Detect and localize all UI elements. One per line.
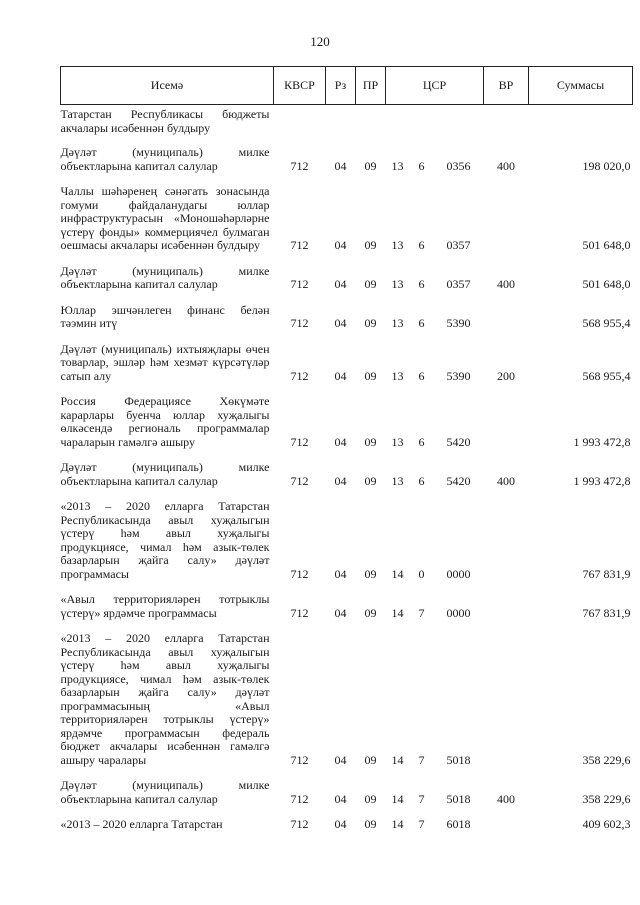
row-vr (484, 298, 529, 337)
row-pr: 09 (364, 566, 377, 581)
row-pr: 09 (364, 238, 377, 252)
row-sum: 409 602,3 (582, 817, 631, 831)
table-row (61, 773, 633, 812)
row-csr-code: 5390 (446, 316, 471, 330)
header-name: Исемә (61, 67, 274, 105)
row-csr-subprogram: 6 (418, 434, 425, 449)
row-kvsr: 712 (290, 791, 309, 806)
row-csr-subprogram: 0 (418, 566, 425, 581)
row-pr: 09 (364, 752, 377, 767)
row-name: Дәүләт (муниципаль) милке объектларына капитал салулар (60, 460, 270, 488)
row-csr-program: 14 (391, 605, 404, 620)
row-csr-code: 6018 (446, 817, 471, 831)
page-number: 120 (310, 34, 330, 49)
row-pr: 09 (364, 277, 377, 291)
row-vr (484, 105, 529, 141)
row-csr-program: 14 (391, 566, 404, 581)
row-sum: 767 831,9 (582, 605, 631, 620)
row-sum: 568 955,4 (582, 368, 631, 383)
row-vr: 400 (497, 158, 516, 173)
row-vr: 400 (497, 277, 516, 291)
row-csr-code (434, 105, 484, 141)
row-vr (484, 179, 529, 259)
header-pr: ПР (356, 67, 386, 105)
table-row (61, 179, 633, 259)
budget-table (60, 66, 633, 838)
row-csr-subprogram: 6 (418, 238, 425, 252)
table-row (61, 337, 633, 390)
row-rz: 04 (334, 566, 347, 581)
row-kvsr: 712 (290, 605, 309, 620)
header-csr: ЦСР (386, 67, 484, 105)
row-sum: 1 993 472,8 (573, 434, 631, 449)
row-kvsr: 712 (290, 752, 309, 767)
row-csr-program (386, 105, 410, 141)
row-rz: 04 (334, 238, 347, 252)
row-pr: 09 (364, 434, 377, 449)
row-kvsr: 712 (290, 277, 309, 291)
row-pr: 09 (364, 316, 377, 330)
header-kvsr: КВСР (274, 67, 326, 105)
row-csr-subprogram (410, 105, 434, 141)
row-kvsr: 712 (290, 817, 309, 831)
row-name: Татарстан Республикасы бюджеты акчалары исәбеннән булдыру (60, 107, 270, 135)
table-header-row (61, 67, 633, 105)
row-sum: 198 020,0 (582, 158, 631, 173)
row-csr-code: 0357 (446, 238, 471, 252)
row-vr (484, 494, 529, 587)
table-row (61, 389, 633, 455)
row-csr-code: 5018 (446, 752, 471, 767)
row-csr-subprogram: 7 (418, 752, 425, 767)
header-vr: ВР (484, 67, 529, 105)
row-rz: 04 (334, 605, 347, 620)
row-pr (356, 105, 386, 141)
row-csr-program: 13 (391, 434, 404, 449)
row-vr: 200 (497, 368, 516, 383)
row-name: Дәүләт (муниципаль) милке объектларына капитал салулар (60, 778, 270, 806)
row-pr: 09 (364, 791, 377, 806)
row-csr-program: 13 (391, 158, 404, 173)
row-kvsr: 712 (290, 473, 309, 488)
row-vr (484, 812, 529, 838)
table-row (61, 259, 633, 298)
row-sum (529, 105, 633, 141)
row-kvsr: 712 (290, 316, 309, 330)
row-rz: 04 (334, 752, 347, 767)
row-csr-program: 13 (391, 368, 404, 383)
row-rz: 04 (334, 158, 347, 173)
row-name: Дәүләт (муниципаль) милке объектларына капитал салулар (60, 145, 270, 173)
row-vr (484, 389, 529, 455)
row-csr-code: 5420 (446, 473, 471, 488)
header-sum: Суммасы (529, 67, 633, 105)
row-kvsr: 712 (290, 368, 309, 383)
row-csr-subprogram: 6 (418, 277, 425, 291)
row-name: «Авыл территорияләрен тотрыклы үстерү» ярдәмче программасы (60, 592, 270, 620)
row-sum: 358 229,6 (582, 752, 631, 767)
row-kvsr: 712 (290, 434, 309, 449)
row-csr-code: 0357 (446, 277, 471, 291)
row-name: Россия Федерациясе Хөкүмәте карарлары буенча юллар хуҗалыгы өлкәсендә региональ программалар чараларын гамәлгә ашыру (60, 394, 270, 449)
row-rz: 04 (334, 473, 347, 488)
row-sum: 358 229,6 (582, 791, 631, 806)
row-rz: 04 (334, 368, 347, 383)
table-row (61, 298, 633, 337)
row-csr-code: 0356 (446, 158, 471, 173)
row-rz: 04 (334, 434, 347, 449)
row-csr-subprogram: 7 (418, 605, 425, 620)
row-csr-subprogram: 6 (418, 368, 425, 383)
row-csr-code: 0000 (446, 605, 471, 620)
row-csr-program: 14 (391, 791, 404, 806)
row-csr-code: 5390 (446, 368, 471, 383)
row-csr-subprogram: 7 (418, 817, 425, 831)
row-sum: 501 648,0 (582, 277, 631, 291)
row-csr-program: 13 (391, 316, 404, 330)
table-row (61, 455, 633, 494)
row-rz: 04 (334, 316, 347, 330)
row-sum: 501 648,0 (582, 238, 631, 252)
row-csr-code: 5018 (446, 791, 471, 806)
table-row (61, 140, 633, 179)
row-rz: 04 (334, 817, 347, 831)
table-row (61, 587, 633, 626)
row-pr: 09 (364, 605, 377, 620)
row-sum: 767 831,9 (582, 566, 631, 581)
row-name: «2013 – 2020 елларга Татарстан Республикасында авыл хуҗалыгын үстерү һәм авыл хуҗалыгы продукциясе, чимал һәм азык-төлек базарларын җайга салу» дәүләт программасының «Авыл территорияләрен тотрыклы үстерү» ярдәмче программасын федераль бюджет акчалары исәбеннән гамәлгә ашыру чаралары (60, 631, 270, 767)
row-name: Чаллы шәһәренең сәнәгать зонасында гомуми файдаланудагы юллар инфраструктурасын «Моношәһәрләрне үстерү фонды» коммерциячел булмаган оешмасы акчалары исәбеннән булдыру (60, 184, 270, 252)
row-name: Юллар эшчәнлеген финанс белән тәэмин итү (60, 302, 270, 330)
row-pr: 09 (364, 473, 377, 488)
row-vr: 400 (497, 791, 516, 806)
row-pr: 09 (364, 817, 377, 831)
row-csr-program: 14 (391, 752, 404, 767)
row-csr-program: 13 (391, 473, 404, 488)
row-csr-program: 13 (391, 238, 404, 252)
row-kvsr: 712 (290, 238, 309, 252)
row-kvsr: 712 (290, 158, 309, 173)
row-csr-program: 13 (391, 277, 404, 291)
row-csr-subprogram: 6 (418, 473, 425, 488)
row-name: «2013 – 2020 елларга Татарстан (60, 817, 223, 831)
row-rz (326, 105, 356, 141)
row-csr-subprogram: 7 (418, 791, 425, 806)
table-row (61, 494, 633, 587)
row-csr-code: 5420 (446, 434, 471, 449)
row-vr (484, 587, 529, 626)
row-sum: 1 993 472,8 (573, 473, 631, 488)
row-rz: 04 (334, 277, 347, 291)
header-rz: Рз (326, 67, 356, 105)
row-csr-code: 0000 (446, 566, 471, 581)
row-csr-subprogram: 6 (418, 316, 425, 330)
row-kvsr (274, 105, 326, 141)
row-pr: 09 (364, 158, 377, 173)
table-row (61, 626, 633, 773)
row-csr-program: 14 (391, 817, 404, 831)
row-rz: 04 (334, 791, 347, 806)
row-kvsr: 712 (290, 566, 309, 581)
row-vr (484, 626, 529, 773)
row-sum: 568 955,4 (582, 316, 631, 330)
row-name: Дәүләт (муниципаль) милке объектларына капитал салулар (60, 263, 270, 291)
row-csr-subprogram: 6 (418, 158, 425, 173)
table-body (61, 105, 633, 838)
row-name: Дәүләт (муниципаль) ихтыяҗлары өчен товарлар, эшләр һәм хезмәт күрсәтүләр сатып алу (60, 341, 270, 383)
table-row (61, 812, 633, 838)
row-pr: 09 (364, 368, 377, 383)
table-row (61, 105, 633, 141)
row-vr: 400 (497, 473, 516, 488)
row-name: «2013 – 2020 елларга Татарстан Республикасында авыл хуҗалыгын үстерү һәм авыл хуҗалыгы продукциясе, чимал һәм азык-төлек базарларын җайга салу» дәүләт программасы (60, 499, 270, 581)
